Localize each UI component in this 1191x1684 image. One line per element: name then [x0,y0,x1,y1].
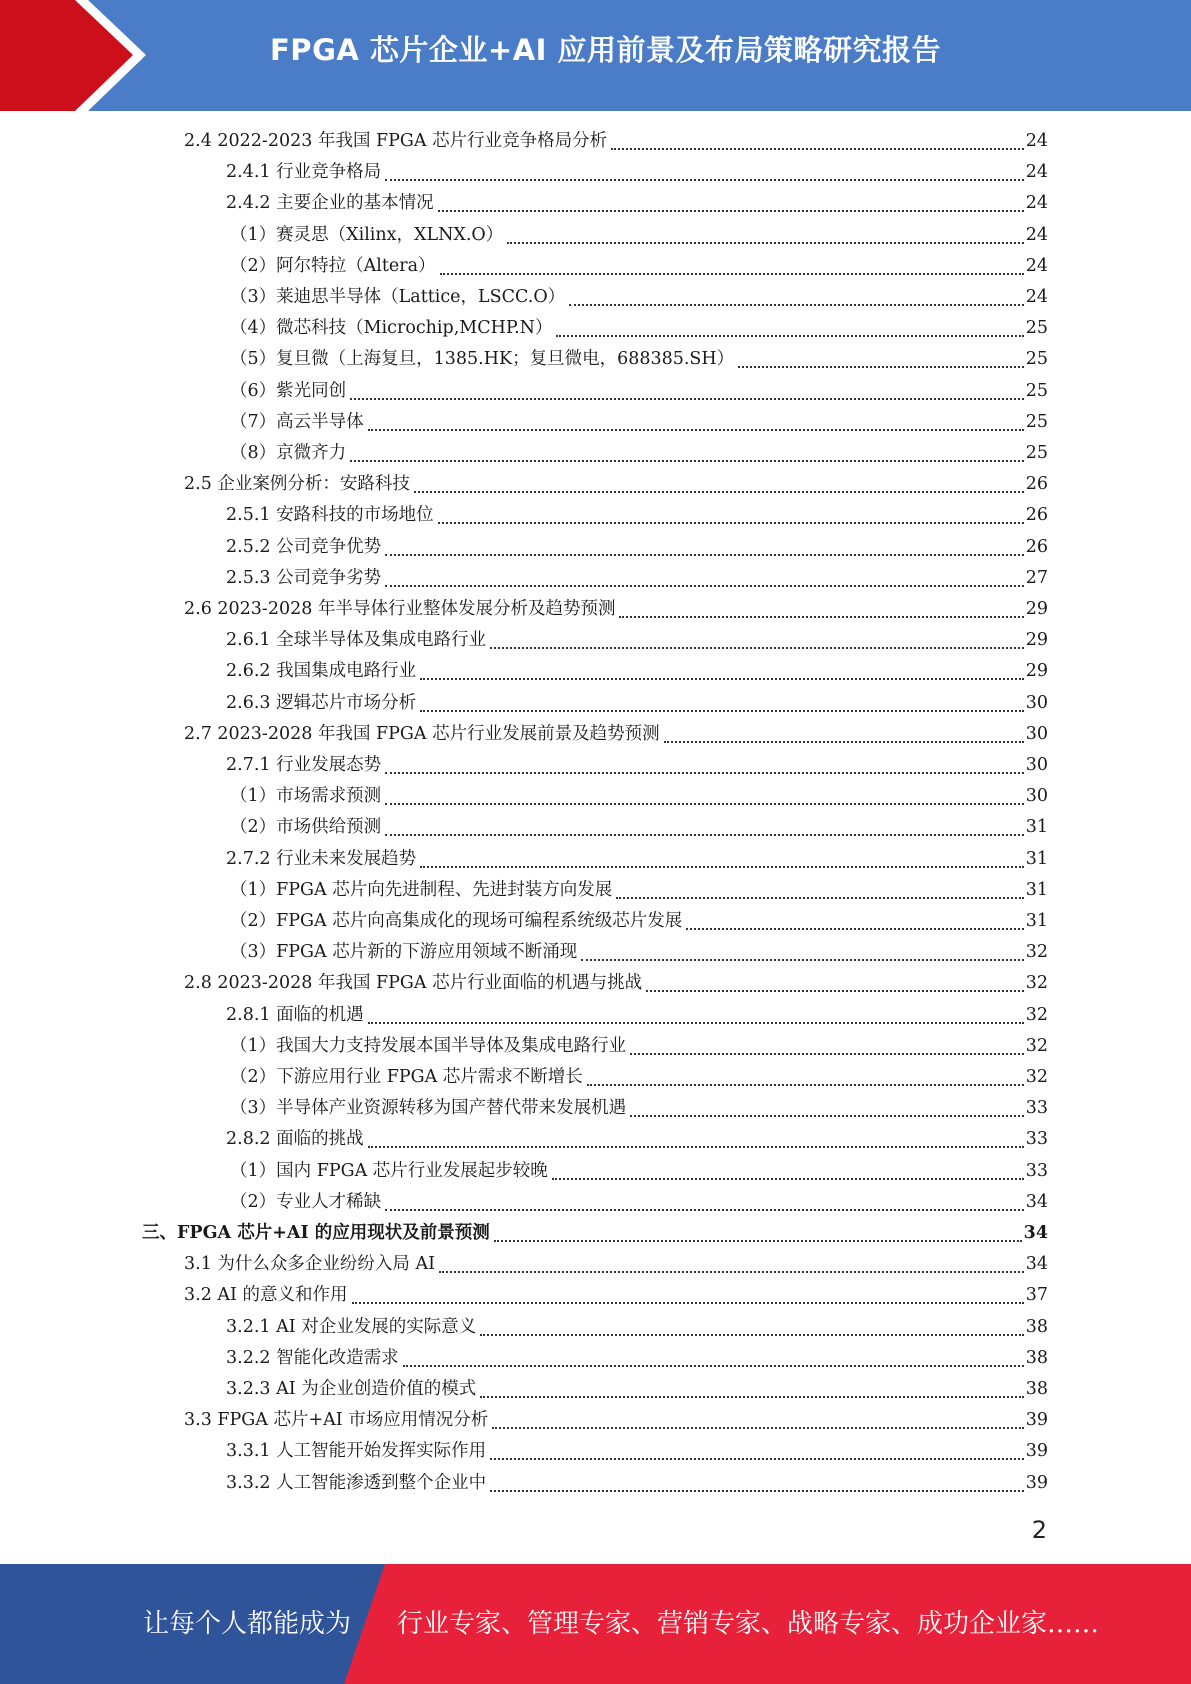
toc-entry[interactable] [226,563,1048,594]
toc-entry[interactable] [226,1124,1048,1155]
toc-entry-title: 3.3.2 人工智能渗透到整个企业中 [226,1473,487,1493]
toc-entry[interactable] [230,1156,1048,1187]
toc-dot-leader [440,273,1024,275]
toc-entry[interactable] [226,532,1048,563]
toc-entry[interactable] [230,906,1048,937]
toc-entry[interactable] [230,438,1048,469]
toc-entry[interactable] [226,1312,1048,1343]
toc-entry[interactable] [226,188,1048,219]
toc-entry[interactable] [184,1249,1048,1280]
toc-dot-leader [385,585,1024,587]
toc-entry[interactable] [230,781,1048,812]
toc-entry-page: 33 [1025,1098,1048,1118]
toc-dot-leader [350,460,1024,462]
toc-dot-leader [438,522,1024,524]
toc-entry-page: 24 [1025,193,1048,213]
toc-entry-page: 31 [1025,849,1048,869]
toc-entry-page: 37 [1025,1285,1048,1305]
toc-dot-leader [630,1115,1024,1117]
toc-entry-page: 24 [1025,287,1048,307]
toc-entry-page: 33 [1025,1161,1048,1181]
toc-entry-title: 2.5.3 公司竞争劣势 [226,568,382,588]
page-header [0,0,1191,111]
toc-entry-page: 24 [1025,256,1048,276]
toc-entry[interactable] [230,251,1048,282]
toc-entry-title: 2.4.2 主要企业的基本情况 [226,193,434,213]
toc-entry[interactable] [230,282,1048,313]
report-title: FPGA 芯片企业+AI 应用前景及布局策略研究报告 [270,33,942,67]
toc-dot-leader [385,1209,1024,1211]
toc-entry[interactable] [230,1187,1048,1218]
toc-dot-leader [507,242,1023,244]
toc-entry[interactable] [230,220,1048,251]
toc-entry[interactable] [226,1000,1048,1031]
toc-entry-title: （8）京微齐力 [230,443,347,463]
toc-entry-title: （3）半导体产业资源转移为国产替代带来发展机遇 [230,1098,627,1118]
toc-entry-title: （3）莱迪思半导体（Lattice，LSCC.O） [230,287,566,307]
toc-dot-leader [490,1458,1024,1460]
toc-entry-title: 2.6 2023-2028 年半导体行业整体发展分析及趋势预测 [184,599,616,619]
toc-dot-leader [385,772,1024,774]
toc-entry-title: （2）市场供给预测 [230,817,382,837]
toc-dot-leader [385,554,1024,556]
toc-dot-leader [385,803,1024,805]
toc-entry-page: 29 [1025,661,1048,681]
toc-dot-leader [420,678,1024,680]
toc-entry-page: 32 [1025,973,1048,993]
toc-entry-page: 25 [1025,349,1048,369]
toc-entry-page: 26 [1025,537,1048,557]
toc-entry[interactable] [226,750,1048,781]
toc-entry-page: 32 [1025,1067,1048,1087]
toc-entry-title: （3）FPGA 芯片新的下游应用领域不断涌现 [230,942,578,962]
toc-entry-title: 2.5.2 公司竞争优势 [226,537,382,557]
toc-entry-page: 26 [1025,474,1048,494]
toc-dot-leader [494,1240,1022,1242]
footer-slogan-left: 让每个人都能成为 [143,1609,352,1639]
toc-entry-page: 30 [1025,724,1048,744]
toc-entry-page: 29 [1025,599,1048,619]
toc-entry-page: 34 [1023,1223,1048,1243]
toc-entry-title: 2.6.1 全球半导体及集成电路行业 [226,630,487,650]
toc-dot-leader [556,335,1023,337]
toc-dot-leader [438,210,1024,212]
toc-entry-page: 24 [1025,131,1048,151]
toc-dot-leader [611,148,1024,150]
toc-entry-page: 34 [1025,1192,1048,1212]
toc-dot-leader [686,928,1023,930]
toc-dot-leader [480,1334,1024,1336]
toc-entry[interactable] [230,1031,1048,1062]
toc-entry-title: 2.6.2 我国集成电路行业 [226,661,417,681]
toc-dot-leader [646,990,1024,992]
toc-entry-title: 2.8.2 面临的挑战 [226,1129,364,1149]
toc-entry-title: 3.2.1 AI 对企业发展的实际意义 [226,1317,477,1337]
toc-dot-leader [738,366,1024,368]
toc-entry-title: 三、FPGA 芯片+AI 的应用现状及前景预测 [142,1223,490,1243]
toc-dot-leader [420,866,1024,868]
toc-entry-page: 39 [1025,1441,1048,1461]
toc-entry-page: 38 [1025,1317,1048,1337]
toc-entry-title: （5）复旦微（上海复旦，1385.HK；复旦微电，688385.SH） [230,349,735,369]
toc-entry[interactable] [230,937,1048,968]
toc-dot-leader [587,1084,1024,1086]
toc-entry-title: 3.3.1 人工智能开始发挥实际作用 [226,1441,487,1461]
toc-entry-page: 26 [1025,505,1048,525]
toc-entry-title: （1）我国大力支持发展本国半导体及集成电路行业 [230,1036,627,1056]
toc-entry-title: 3.3 FPGA 芯片+AI 市场应用情况分析 [184,1410,489,1430]
toc-entry-page: 34 [1025,1254,1048,1274]
toc-entry-page: 25 [1025,381,1048,401]
toc-entry-title: 3.2.3 AI 为企业创造价值的模式 [226,1379,477,1399]
toc-entry-title: 2.4 2022-2023 年我国 FPGA 芯片行业竞争格局分析 [184,131,608,151]
toc-entry-title: 2.4.1 行业竞争格局 [226,162,382,182]
toc-entry-title: （7）高云半导体 [230,412,364,432]
toc-entry-page: 24 [1025,162,1048,182]
toc-entry[interactable] [184,469,1048,500]
toc-entry-page: 31 [1025,817,1048,837]
toc-entry-title: （1）FPGA 芯片向先进制程、先进封装方向发展 [230,880,613,900]
toc-entry[interactable] [226,1436,1048,1467]
toc-entry-page: 38 [1025,1348,1048,1368]
header-arrow-decoration [0,0,160,111]
toc-dot-leader [439,1271,1024,1273]
toc-entry[interactable] [226,688,1048,719]
toc-entry-title: 2.5.1 安路科技的市场地位 [226,505,434,525]
toc-dot-leader [368,1146,1024,1148]
page-footer [0,1564,1191,1684]
toc-entry-title: 2.7 2023-2028 年我国 FPGA 芯片行业发展前景及趋势预测 [184,724,660,744]
toc-entry-title: （1）赛灵思（Xilinx，XLNX.O） [230,225,504,245]
toc-entry-title: 2.6.3 逻辑芯片市场分析 [226,693,417,713]
toc-entry-title: （6）紫光同创 [230,381,347,401]
toc-entry-page: 31 [1025,911,1048,931]
toc-entry-title: 2.7.1 行业发展态势 [226,755,382,775]
toc-entry-page: 30 [1025,693,1048,713]
toc-dot-leader [630,1053,1024,1055]
toc-entry-page: 33 [1025,1129,1048,1149]
toc-dot-leader [368,429,1024,431]
toc-entry[interactable] [184,126,1048,157]
toc-entry-title: （4）微芯科技（Microchip,MCHP.N） [230,318,553,338]
toc-entry-page: 32 [1025,1005,1048,1025]
toc-dot-leader [569,304,1024,306]
toc-entry-page: 39 [1025,1410,1048,1430]
toc-entry[interactable] [184,594,1048,625]
toc-entry-page: 30 [1025,755,1048,775]
toc-entry-title: 3.2 AI 的意义和作用 [184,1285,348,1305]
toc-dot-leader [492,1427,1023,1429]
toc-entry-page: 25 [1025,443,1048,463]
page-number: 2 [1031,1516,1047,1544]
toc-dot-leader [385,179,1024,181]
toc-dot-leader [552,1178,1024,1180]
toc-entry-title: （2）FPGA 芯片向高集成化的现场可编程系统级芯片发展 [230,911,683,931]
toc-entry-title: （1）市场需求预测 [230,786,382,806]
toc-entry[interactable] [142,1218,1048,1249]
toc-entry-title: （2）专业人才稀缺 [230,1192,382,1212]
toc-dot-leader [368,1022,1024,1024]
toc-entry-page: 30 [1025,786,1048,806]
toc-entry[interactable] [230,313,1048,344]
toc-dot-leader [616,897,1023,899]
toc-dot-leader [352,1302,1024,1304]
toc-dot-leader [581,959,1023,961]
toc-entry-page: 27 [1025,568,1048,588]
toc-entry[interactable] [230,1062,1048,1093]
toc-entry-page: 31 [1025,880,1048,900]
toc-dot-leader [664,741,1024,743]
footer-slogan-right: 行业专家、管理专家、营销专家、战略专家、成功企业家…… [397,1609,1100,1639]
toc-entry-page: 25 [1025,412,1048,432]
toc-entry[interactable] [230,1093,1048,1124]
toc-entry-title: 2.7.2 行业未来发展趋势 [226,849,417,869]
toc-entry[interactable] [226,1343,1048,1374]
toc-entry[interactable] [226,157,1048,188]
toc-entry[interactable] [226,500,1048,531]
toc-entry[interactable] [230,344,1048,375]
toc-dot-leader [619,616,1023,618]
toc-entry[interactable] [184,1405,1048,1436]
toc-entry-title: 3.2.2 智能化改造需求 [226,1348,399,1368]
toc-dot-leader [490,647,1024,649]
toc-entry[interactable] [226,1468,1048,1499]
toc-entry-title: 3.1 为什么众多企业纷纷入局 AI [184,1254,436,1274]
toc-entry[interactable] [226,844,1048,875]
toc-entry-page: 32 [1025,942,1048,962]
toc-entry[interactable] [230,407,1048,438]
toc-dot-leader [490,1490,1024,1492]
toc-entry[interactable] [230,875,1048,906]
toc-entry-page: 32 [1025,1036,1048,1056]
toc-entry-title: 2.8 2023-2028 年我国 FPGA 芯片行业面临的机遇与挑战 [184,973,643,993]
toc-entry[interactable] [230,376,1048,407]
toc-entry[interactable] [184,968,1048,999]
toc-entry-page: 24 [1025,225,1048,245]
toc-entry-page: 25 [1025,318,1048,338]
toc-dot-leader [385,834,1024,836]
toc-entry[interactable] [184,719,1048,750]
toc-entry[interactable] [226,656,1048,687]
toc-entry[interactable] [184,1280,1048,1311]
toc-entry-title: 2.8.1 面临的机遇 [226,1005,364,1025]
toc-dot-leader [403,1365,1024,1367]
toc-entry-title: （1）国内 FPGA 芯片行业发展起步较晚 [230,1161,548,1181]
toc-entry[interactable] [230,812,1048,843]
toc-entry[interactable] [226,625,1048,656]
toc-entry[interactable] [226,1374,1048,1405]
toc-entry-title: 2.5 企业案例分析：安路科技 [184,474,410,494]
toc-entry-page: 29 [1025,630,1048,650]
toc-dot-leader [350,398,1024,400]
toc-dot-leader [480,1396,1024,1398]
toc-dot-leader [414,491,1024,493]
toc-entry-page: 39 [1025,1473,1048,1493]
toc-entry-page: 38 [1025,1379,1048,1399]
toc-entry-title: （2）下游应用行业 FPGA 芯片需求不断增长 [230,1067,583,1087]
toc-entry-title: （2）阿尔特拉（Altera） [230,256,436,276]
toc-dot-leader [420,710,1024,712]
